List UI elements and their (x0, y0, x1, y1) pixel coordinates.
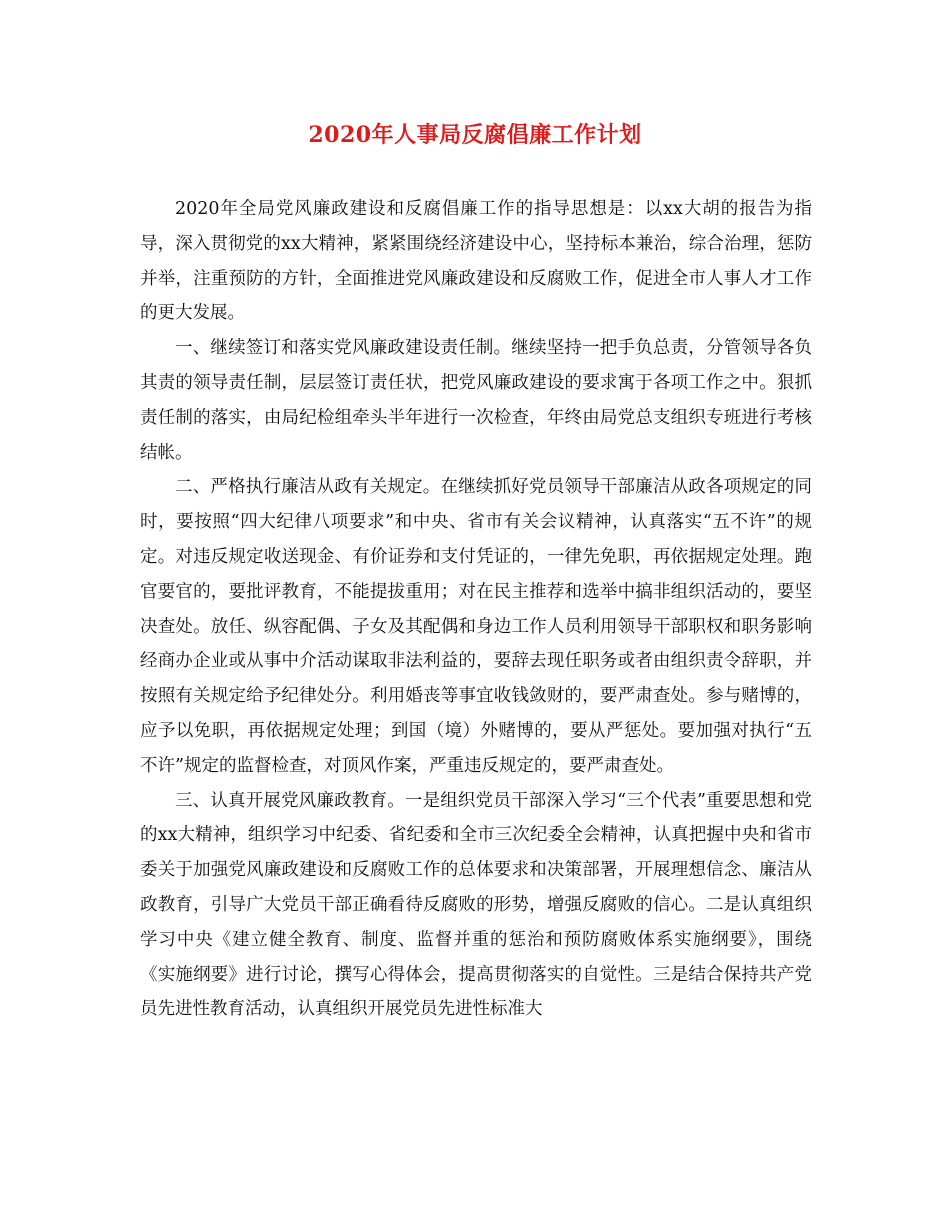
paragraph-guiding-ideology: 2020年全局党风廉政建设和反腐倡廉工作的指导思想是：以xx大胡的报告为指导，深入贯彻党的xx大精神，紧紧围绕经济建设中心，坚持标本兼治，综合治理，惩防并举，注重预防的方针，全面推进党风廉政建设和反腐败工作，促进全市人事人才工作的更大发展。 (140, 199, 812, 324)
paragraph-integrity-education: 三、认真开展党风廉政教育。一是组织党员干部深入学习“三个代表”重要思想和党的xx大精神，组织学习中纪委、省纪委和全市三次纪委全会精神，认真把握中央和省市委关于加强党风廉政建设和反腐败工作的总体要求和决策部署，开展理想信念、廉洁从政教育，引导广大党员干部正确看待反腐败的形势，增强反腐败的信心。二是认真组织学习中央《建立健全教育、制度、监督并重的惩治和预防腐败体系实施纲要》，围绕《实施纲要》进行讨论，撰写心得体会，提高贯彻落实的自觉性。三是结合保持共产党员先进性教育活动，认真组织开展党员先进性标准大 (140, 790, 812, 1020)
document-body (140, 192, 812, 1027)
paragraph-integrity-rules: 二、严格执行廉洁从政有关规定。在继续抓好党员领导干部廉洁从政各项规定的同时，要按照“四大纪律八项要求”和中央、省市有关会议精神，认真落实“五不许”的规定。对违反规定收送现金、有价证券和支付凭证的，一律先免职，再依据规定处理。跑官要官的，要批评教育，不能提拔重用；对在民主推荐和选举中搞非组织活动的，要坚决查处。放任、纵容配偶、子女及其配偶和身边工作人员利用领导干部职权和职务影响经商办企业或从事中介活动谋取非法利益的，要辞去现任职务或者由组织责令辞职，并按照有关规定给予纪律处分。利用婚丧等事宜收钱敛财的，要严肃查处。参与赌博的，应予以免职，再依据规定处理；到国（境）外赌博的，要从严惩处。要加强对执行“五不许”规定的监督检查，对顶风作案，严重违反规定的，要严肃查处。 (140, 477, 812, 776)
document-title: 2020年人事局反腐倡廉工作计划 (308, 122, 642, 148)
paragraph-responsibility-system: 一、继续签订和落实党风廉政建设责任制。继续坚持一把手负总责，分管领导各负其责的领导责任制，层层签订责任状，把党风廉政建设的要求寓于各项工作之中。狠抓责任制的落实，由局纪检组牵头半年进行一次检查，年终由局党总支组织专班进行考核结帐。 (140, 338, 812, 463)
